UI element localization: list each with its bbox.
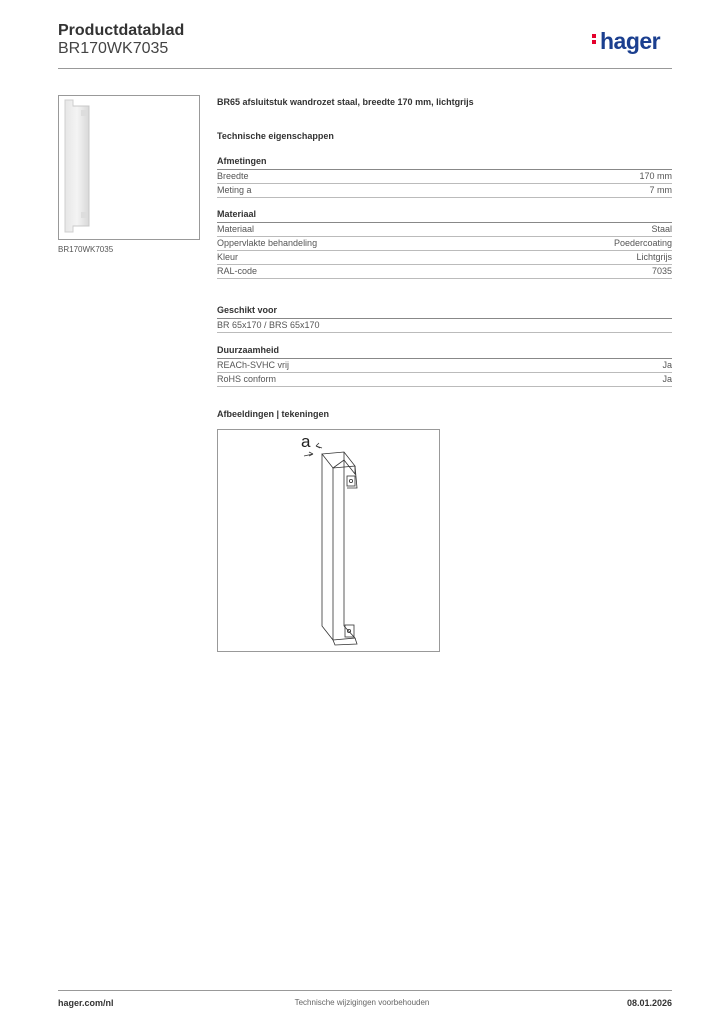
group-geschikt-voor xyxy=(217,305,672,333)
row-label: RAL-code xyxy=(217,266,258,276)
table-row xyxy=(217,237,672,251)
logo-text: hager xyxy=(600,28,661,54)
row-label: Oppervlakte behandeling xyxy=(217,238,318,248)
section-title-technical: Technische eigenschappen xyxy=(217,131,334,141)
row-label: BR 65x170 / BRS 65x170 xyxy=(217,320,320,330)
table-row xyxy=(217,251,672,265)
product-image-caption: BR170WK7035 xyxy=(58,245,114,254)
table-row xyxy=(217,184,672,198)
group-title: Geschikt voor xyxy=(217,305,672,319)
product-code: BR170WK7035 xyxy=(58,40,169,57)
row-value: 7035 xyxy=(651,266,672,276)
group-title: Duurzaamheid xyxy=(217,345,672,359)
row-label: Materiaal xyxy=(217,224,255,234)
row-value: Ja xyxy=(662,374,672,384)
hager-logo xyxy=(592,28,660,55)
dimension-label: a xyxy=(301,432,311,451)
row-value: 7 mm xyxy=(649,185,672,195)
product-image xyxy=(58,95,200,240)
row-value: Staal xyxy=(651,224,672,234)
product-thumbnail-icon xyxy=(59,96,199,239)
table-row xyxy=(217,373,672,387)
footer-divider xyxy=(58,990,672,991)
row-value: Lichtgrijs xyxy=(636,252,672,262)
group-title: Materiaal xyxy=(217,209,672,223)
technical-drawing xyxy=(217,429,440,652)
row-label: Meting a xyxy=(217,185,252,195)
row-label: Kleur xyxy=(217,252,239,262)
product-description: BR65 afsluitstuk wandrozet staal, breedte 170 mm, lichtgrijs xyxy=(217,97,474,107)
header-divider xyxy=(58,68,672,69)
group-duurzaamheid xyxy=(217,345,672,387)
row-label: Breedte xyxy=(217,171,249,181)
group-afmetingen xyxy=(217,156,672,198)
footer-date: 08.01.2026 xyxy=(626,998,672,1008)
row-label: RoHS conform xyxy=(217,374,277,384)
row-value: Poedercoating xyxy=(613,238,672,248)
table-row xyxy=(217,265,672,279)
group-materiaal xyxy=(217,209,672,279)
logo-dots-icon xyxy=(592,32,598,46)
page-title: Productdatablad xyxy=(58,22,185,39)
footer-website-link[interactable]: hager.com/nl xyxy=(58,998,114,1008)
row-value: Ja xyxy=(662,360,672,370)
table-row xyxy=(217,359,672,373)
table-row xyxy=(217,223,672,237)
table-row xyxy=(217,319,672,333)
drawing-section-title: Afbeeldingen | tekeningen xyxy=(217,409,330,419)
end-piece-drawing-icon xyxy=(218,430,439,651)
row-value: 170 mm xyxy=(639,171,672,181)
table-row xyxy=(217,170,672,184)
row-label: REACh-SVHC vrij xyxy=(217,360,290,370)
group-title: Afmetingen xyxy=(217,156,672,170)
footer-disclaimer: Technische wijzigingen voorbehouden xyxy=(294,998,430,1007)
